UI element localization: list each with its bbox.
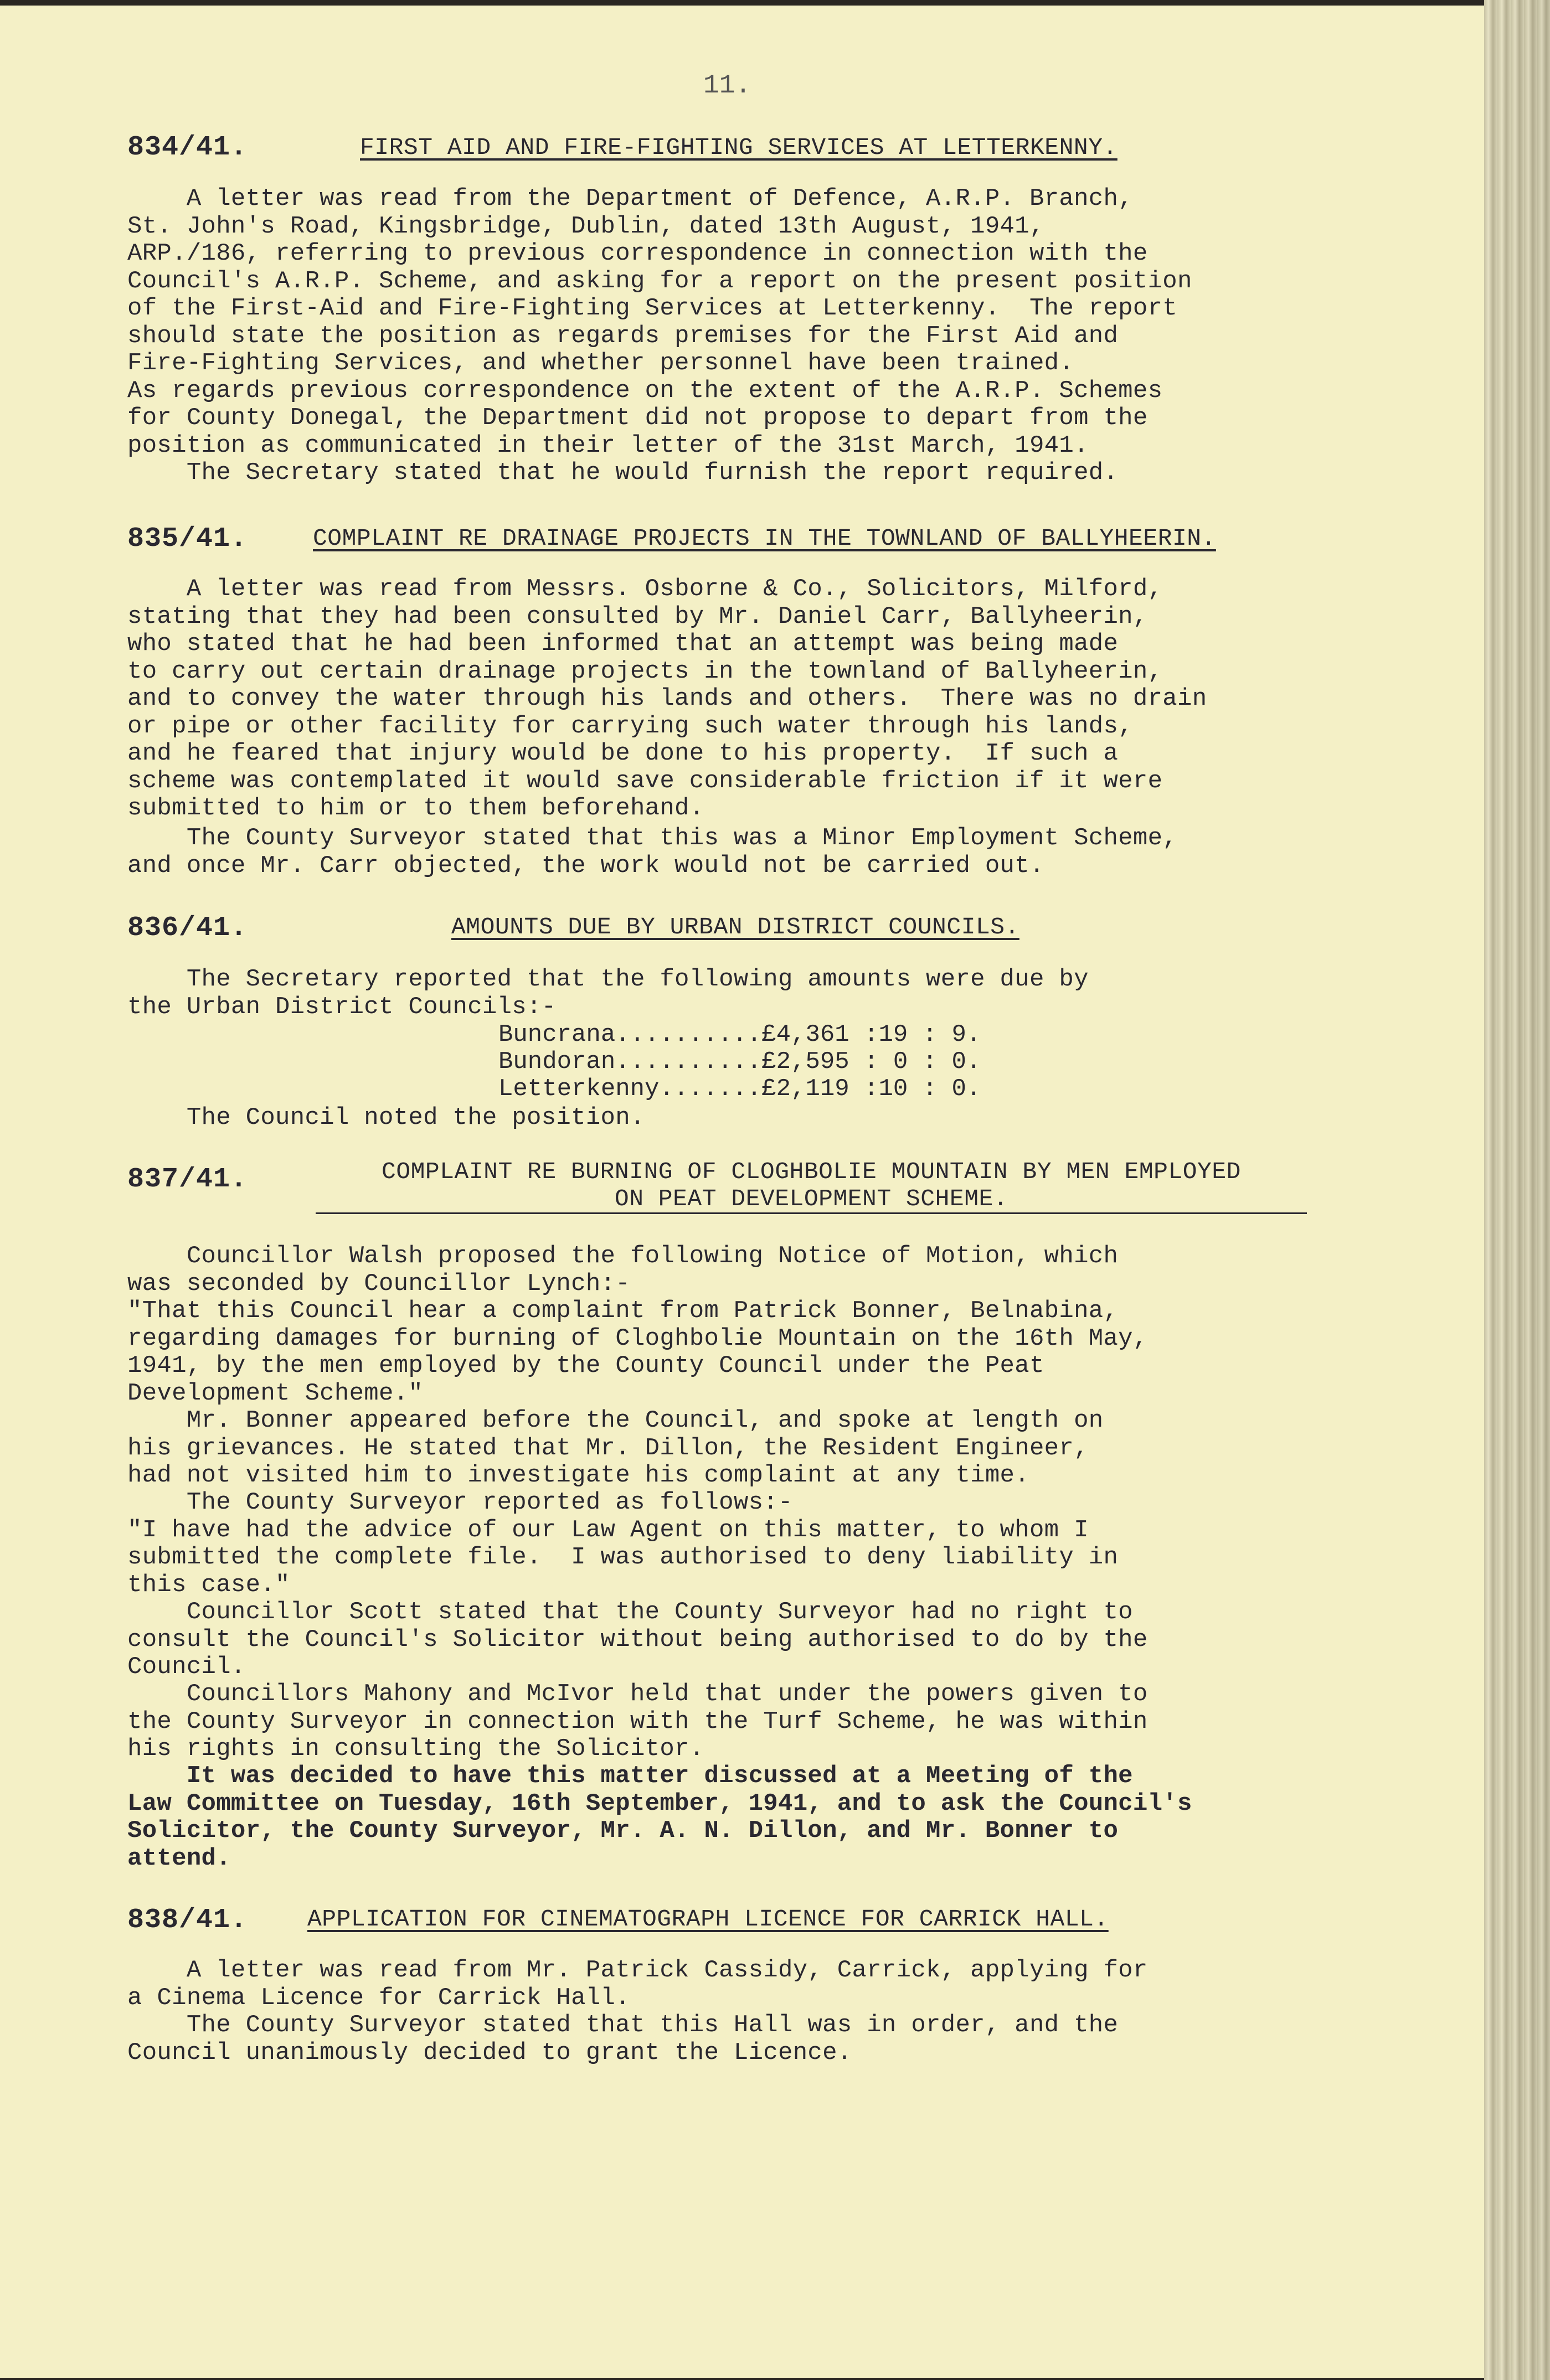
minute-837-paragraph-4: Councillor Scott stated that the County Surveyor had no right to consult the Council's Solicitor without being authorised to do by the Council. [127,1598,1148,1681]
minute-834-paragraph-1: A letter was read from the Department of Defence, A.R.P. Branch, St. John's Road, Kingsbridge, Dublin, dated 13th August, 1941, ARP./186, referring to previous correspondence in connection with the Council's A.R.P. Scheme, and asking for a report on the present position of the First-Aid and Fire-Fighting Services at Letterkenny. The report should state the position as regards premises for the First Aid and Fire-Fighting Services, and whether personnel have been trained. As regards previous correspondence on the extent of the A.R.P. Schemes for County Donegal, the Department did not propose to depart from the position as communicated in their letter of the 31st March, 1941. [127,185,1192,460]
minute-title-838: APPLICATION FOR CINEMATOGRAPH LICENCE FOR CARRICK HALL. [307,1906,1109,1933]
minute-title-837-line-2: ON PEAT DEVELOPMENT SCHEME. [614,1185,1008,1212]
minute-title-835: COMPLAINT RE DRAINAGE PROJECTS IN THE TOWNLAND OF BALLYHEERIN. [313,525,1216,552]
binding-shadow [1500,0,1550,2380]
minute-number-838: 838/41. [127,1904,248,1936]
amount-buncrana: Buncrana..........£4,361 :19 : 9. [498,1021,981,1049]
page-number: 11. [703,71,751,101]
minute-837-paragraph-5: Councillors Mahony and McIvor held that under the powers given to the County Surveyor in connection with the Turf Scheme, he was within his rights in consulting the Solicitor. [127,1680,1148,1763]
minute-835-paragraph-1: A letter was read from Messrs. Osborne & Co., Solicitors, Milford, stating that they had been consulted by Mr. Daniel Carr, Ballyheerin, who stated that he had been informed that an attempt was being made to carry out certain drainage projects in the townland of Ballyheerin, and to convey the water through his lands and others. There was no drain or pipe or other facility for carrying such water through his lands, and he feared that injury would be done to his property. If such a scheme was contemplated it would save considerable friction if it were submitted to him or to them beforehand. [127,575,1207,822]
minute-838-paragraph-2: The County Surveyor stated that this Hall was in order, and the Council unanimously decided to grant the Licence. [127,2011,1119,2067]
minute-title-837 [316,1158,1307,1212]
minute-number-835: 835/41. [127,523,248,555]
minute-title-834: FIRST AID AND FIRE-FIGHTING SERVICES AT LETTERKENNY. [360,134,1118,161]
minute-837-paragraph-3: The County Surveyor reported as follows:- "I have had the advice of our Law Agent on this matter, to whom I submitted the complete file. I was authorised to deny liability in this case." [127,1489,1119,1599]
minute-836-intro: The Secretary reported that the following amounts were due by the Urban District Councils:- [127,966,1089,1021]
minute-number-836: 836/41. [127,912,248,944]
minute-number-834: 834/41. [127,132,248,163]
minute-836-closing: The Council noted the position. [127,1104,645,1132]
amount-letterkenny: Letterkenny.......£2,119 :10 : 0. [498,1075,981,1103]
minute-835-paragraph-2: The County Surveyor stated that this was a Minor Employment Scheme, and once Mr. Carr objected, the work would not be carried out. [127,824,1178,880]
minute-834-paragraph-2: The Secretary stated that he would furnish the report required. [127,459,1119,487]
minute-837-paragraph-2: Mr. Bonner appeared before the Council, and spoke at length on his grievances. He stated that Mr. Dillon, the Resident Engineer, had not visited him to investigate his complaint at any time. [127,1407,1104,1489]
book-binding-edge [1484,0,1550,2380]
minute-837-paragraph-6: It was decided to have this matter discussed at a Meeting of the Law Committee on Tuesday, 16th September, 1941, and to ask the Council's Solicitor, the County Surveyor, Mr. A. N. Dillon, and Mr. Bonner to attend. [127,1762,1192,1872]
document-page [0,6,1484,2378]
minute-838-paragraph-1: A letter was read from Mr. Patrick Cassidy, Carrick, applying for a Cinema Licence for Carrick Hall. [127,1956,1148,2012]
minute-837-paragraph-1: Councillor Walsh proposed the following Notice of Motion, which was seconded by Councillor Lynch:- "That this Council hear a complaint from Patrick Bonner, Belnabina, regarding damages for burning of Cloghbolie Mountain on the 16th May, 1941, by the men employed by the County Council under the Peat Development Scheme." [127,1242,1148,1407]
minute-number-837: 837/41. [127,1164,248,1195]
minute-title-837-line-1: COMPLAINT RE BURNING OF CLOGHBOLIE MOUNTAIN BY MEN EMPLOYED [382,1158,1241,1185]
title-underline-837 [316,1212,1307,1214]
minute-title-836: AMOUNTS DUE BY URBAN DISTRICT COUNCILS. [451,913,1019,941]
amount-bundoran: Bundoran..........£2,595 : 0 : 0. [498,1048,981,1076]
